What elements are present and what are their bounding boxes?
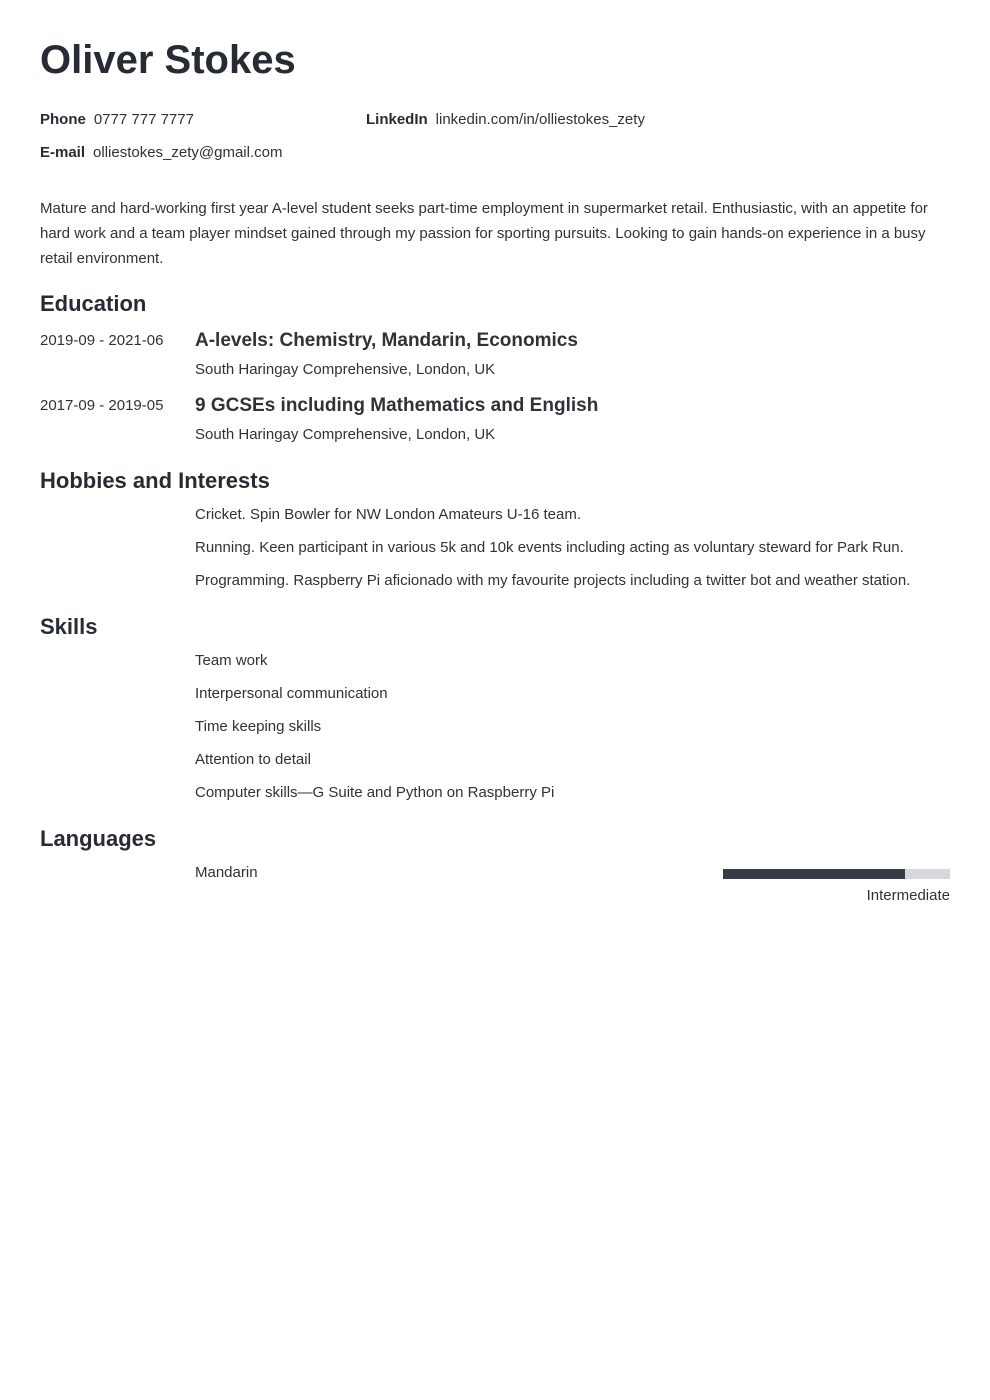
skill-item: Interpersonal communication xyxy=(195,685,388,702)
language-level: Intermediate xyxy=(866,887,950,904)
education-degree: 9 GCSEs including Mathematics and English xyxy=(195,395,599,416)
education-degree: A-levels: Chemistry, Mandarin, Economics xyxy=(195,330,578,351)
contact-linkedin xyxy=(366,110,645,130)
hobby-item: Cricket. Spin Bowler for NW London Amateurs U-16 team. xyxy=(195,506,581,523)
languages-heading: Languages xyxy=(40,826,157,851)
phone-value: 0777 777 7777 xyxy=(93,111,194,128)
linkedin-label: LinkedIn xyxy=(366,111,428,128)
email-link[interactable]: olliestokes_zety@gmail.com xyxy=(93,144,283,161)
education-dates: 2019-09 - 2021-06 xyxy=(40,332,164,349)
education-school: South Haringay Comprehensive, London, UK xyxy=(195,426,496,443)
profile-summary: Mature and hard-working first year A-level student seeks part-time employment in supermarket retail. Enthusiastic, with an appetite for hard work and a team player mindset gained through my passion for sporting pursuits. Looking to gain hands-on experience in a busy retail environment. xyxy=(40,200,928,267)
contact-phone xyxy=(40,110,194,130)
skill-item: Attention to detail xyxy=(195,751,311,768)
hobby-item: Programming. Raspberry Pi aficionado with my favourite projects including a twitter bot and weather station. xyxy=(195,572,911,589)
contact-email xyxy=(40,143,282,163)
skill-item: Time keeping skills xyxy=(195,718,322,735)
education-school: South Haringay Comprehensive, London, UK xyxy=(195,361,496,378)
skill-item: Computer skills—G Suite and Python on Raspberry Pi xyxy=(195,784,555,801)
education-heading: Education xyxy=(40,291,147,316)
linkedin-link[interactable]: linkedin.com/in/olliestokes_zety xyxy=(435,111,645,128)
skills-heading: Skills xyxy=(40,614,98,639)
language-proficiency-fill xyxy=(723,869,905,879)
skill-item: Team work xyxy=(195,652,268,669)
email-label: E-mail xyxy=(40,144,86,161)
hobby-item: Running. Keen participant in various 5k and 10k events including acting as voluntary steward for Park Run. xyxy=(195,539,904,556)
candidate-name: Oliver Stokes xyxy=(40,38,296,82)
hobbies-heading: Hobbies and Interests xyxy=(40,468,270,493)
language-proficiency-bar xyxy=(723,869,950,879)
education-dates: 2017-09 - 2019-05 xyxy=(40,397,164,414)
language-name: Mandarin xyxy=(195,864,258,881)
phone-label: Phone xyxy=(40,111,86,128)
